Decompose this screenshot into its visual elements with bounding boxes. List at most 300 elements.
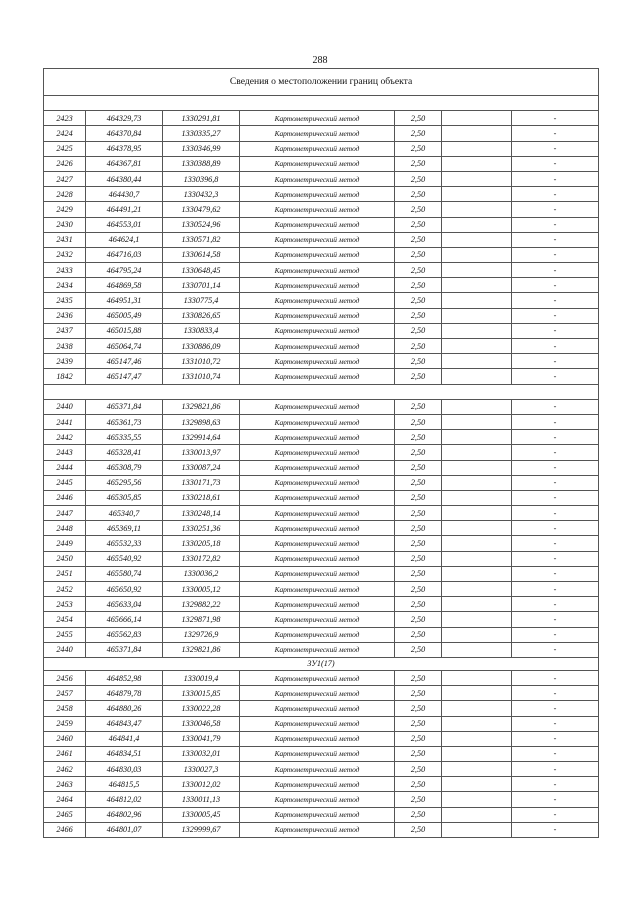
table-row [44,490,599,505]
description-cell: - [512,612,599,627]
point-number-cell: 2458 [44,701,86,716]
page-number: 288 [312,55,328,66]
empty-cell [442,536,512,551]
empty-cell [442,278,512,293]
x-coordinate-cell: 464815,5 [86,777,163,792]
empty-cell [442,521,512,536]
empty-cell [442,156,512,171]
empty-cell [442,807,512,822]
table-row [44,566,599,581]
empty-cell [442,746,512,761]
point-number-cell: 2428 [44,187,86,202]
table-row [44,731,599,746]
empty-cell [442,187,512,202]
point-number-cell: 2425 [44,141,86,156]
y-coordinate-cell: 1330005,12 [163,582,240,597]
empty-cell [442,506,512,521]
y-coordinate-cell: 1330041,79 [163,731,240,746]
description-cell: - [512,187,599,202]
method-cell: Картометрический метод [240,506,395,521]
y-coordinate-cell: 1330833,4 [163,323,240,338]
description-cell: - [512,521,599,536]
y-coordinate-cell: 1330826,65 [163,308,240,323]
point-number-cell: 2442 [44,430,86,445]
x-coordinate-cell: 465295,56 [86,475,163,490]
accuracy-cell: 2,50 [395,582,442,597]
empty-cell [442,126,512,141]
x-coordinate-cell: 464951,31 [86,293,163,308]
accuracy-cell: 2,50 [395,111,442,126]
accuracy-cell: 2,50 [395,701,442,716]
accuracy-cell: 2,50 [395,612,442,627]
y-coordinate-cell: 1330346,99 [163,141,240,156]
method-cell: Картометрический метод [240,597,395,612]
table-row [44,642,599,657]
description-cell: - [512,171,599,186]
method-cell: Картометрический метод [240,445,395,460]
y-coordinate-cell: 1330251,36 [163,521,240,536]
table-row [44,746,599,761]
description-cell: - [512,111,599,126]
accuracy-cell: 2,50 [395,202,442,217]
y-coordinate-cell: 1330046,58 [163,716,240,731]
description-cell: - [512,701,599,716]
empty-cell [442,762,512,777]
y-coordinate-cell: 1330335,27 [163,126,240,141]
accuracy-cell: 2,50 [395,430,442,445]
y-coordinate-cell: 1329821,86 [163,642,240,657]
y-coordinate-cell: 1330205,18 [163,536,240,551]
accuracy-cell: 2,50 [395,323,442,338]
point-number-cell: 2463 [44,777,86,792]
method-cell: Картометрический метод [240,323,395,338]
y-coordinate-cell: 1330614,58 [163,247,240,262]
table-row [44,339,599,354]
method-cell: Картометрический метод [240,217,395,232]
description-cell: - [512,399,599,414]
point-number-cell: 2438 [44,339,86,354]
accuracy-cell: 2,50 [395,551,442,566]
x-coordinate-cell: 464843,47 [86,716,163,731]
point-number-cell: 2429 [44,202,86,217]
x-coordinate-cell: 465147,46 [86,354,163,369]
description-cell: - [512,414,599,429]
y-coordinate-cell: 1330036,2 [163,566,240,581]
point-number-cell: 2449 [44,536,86,551]
accuracy-cell: 2,50 [395,141,442,156]
description-cell: - [512,460,599,475]
method-cell: Картометрический метод [240,308,395,323]
accuracy-cell: 2,50 [395,716,442,731]
description-cell: - [512,822,599,837]
method-cell: Картометрический метод [240,430,395,445]
x-coordinate-cell: 464329,73 [86,111,163,126]
accuracy-cell: 2,50 [395,232,442,247]
accuracy-cell: 2,50 [395,807,442,822]
accuracy-cell: 2,50 [395,642,442,657]
empty-cell [442,232,512,247]
y-coordinate-cell: 1330248,14 [163,506,240,521]
table-row [44,716,599,731]
accuracy-cell: 2,50 [395,566,442,581]
description-cell: - [512,475,599,490]
accuracy-cell: 2,50 [395,308,442,323]
point-number-cell: 2437 [44,323,86,338]
table-row [44,445,599,460]
y-coordinate-cell: 1329871,98 [163,612,240,627]
y-coordinate-cell: 1330005,45 [163,807,240,822]
table-row [44,202,599,217]
table-row [44,263,599,278]
method-cell: Картометрический метод [240,582,395,597]
x-coordinate-cell: 465666,14 [86,612,163,627]
x-coordinate-cell: 464367,81 [86,156,163,171]
x-coordinate-cell: 464869,58 [86,278,163,293]
accuracy-cell: 2,50 [395,369,442,384]
x-coordinate-cell: 464370,84 [86,126,163,141]
accuracy-cell: 2,50 [395,822,442,837]
method-cell: Картометрический метод [240,807,395,822]
accuracy-cell: 2,50 [395,293,442,308]
description-cell: - [512,490,599,505]
point-number-cell: 2454 [44,612,86,627]
description-cell: - [512,597,599,612]
x-coordinate-cell: 464491,21 [86,202,163,217]
method-cell: Картометрический метод [240,612,395,627]
table-row [44,171,599,186]
empty-cell [442,716,512,731]
point-number-cell: 2435 [44,293,86,308]
x-coordinate-cell: 464553,01 [86,217,163,232]
point-number-cell: 2430 [44,217,86,232]
point-number-cell: 2440 [44,399,86,414]
section-header-row [44,384,599,399]
table-row [44,187,599,202]
accuracy-cell: 2,50 [395,746,442,761]
point-number-cell: 2450 [44,551,86,566]
y-coordinate-cell: 1330571,82 [163,232,240,247]
table-row [44,627,599,642]
x-coordinate-cell: 465015,88 [86,323,163,338]
empty-cell [442,612,512,627]
y-coordinate-cell: 1331010,74 [163,369,240,384]
point-number-cell: 2424 [44,126,86,141]
description-cell: - [512,642,599,657]
x-coordinate-cell: 465650,92 [86,582,163,597]
description-cell: - [512,792,599,807]
empty-cell [442,202,512,217]
point-number-cell: 2432 [44,247,86,262]
point-number-cell: 2464 [44,792,86,807]
point-number-cell: 2431 [44,232,86,247]
empty-cell [442,399,512,414]
point-number-cell: 2423 [44,111,86,126]
x-coordinate-cell: 464812,02 [86,792,163,807]
method-cell: Картометрический метод [240,111,395,126]
table-title-row [44,69,599,96]
method-cell: Картометрический метод [240,536,395,551]
description-cell: - [512,293,599,308]
x-coordinate-cell: 465005,49 [86,308,163,323]
method-cell: Картометрический метод [240,822,395,837]
point-number-cell: 2451 [44,566,86,581]
y-coordinate-cell: 1329821,86 [163,399,240,414]
point-number-cell: 2436 [44,308,86,323]
point-number-cell: 2466 [44,822,86,837]
method-cell: Картометрический метод [240,141,395,156]
y-coordinate-cell: 1331010,72 [163,354,240,369]
x-coordinate-cell: 464880,26 [86,701,163,716]
empty-cell [442,551,512,566]
table-row [44,670,599,685]
description-cell: - [512,445,599,460]
description-cell: - [512,777,599,792]
accuracy-cell: 2,50 [395,686,442,701]
method-cell: Картометрический метод [240,566,395,581]
point-number-cell: 2441 [44,414,86,429]
y-coordinate-cell: 1330479,62 [163,202,240,217]
description-cell: - [512,807,599,822]
empty-cell [442,369,512,384]
table-row [44,597,599,612]
description-cell: - [512,156,599,171]
y-coordinate-cell: 1330019,4 [163,670,240,685]
empty-cell [442,490,512,505]
description-cell: - [512,308,599,323]
point-number-cell: 2443 [44,445,86,460]
empty-cell [442,293,512,308]
method-cell: Картометрический метод [240,126,395,141]
empty-cell [442,414,512,429]
point-number-cell: 2448 [44,521,86,536]
accuracy-cell: 2,50 [395,278,442,293]
y-coordinate-cell: 1330388,89 [163,156,240,171]
y-coordinate-cell: 1330171,73 [163,475,240,490]
x-coordinate-cell: 464716,03 [86,247,163,262]
table-row [44,414,599,429]
empty-cell [442,597,512,612]
accuracy-cell: 2,50 [395,475,442,490]
method-cell: Картометрический метод [240,369,395,384]
accuracy-cell: 2,50 [395,126,442,141]
method-cell: Картометрический метод [240,156,395,171]
x-coordinate-cell: 464380,44 [86,171,163,186]
empty-cell [442,111,512,126]
table-row [44,521,599,536]
description-cell: - [512,247,599,262]
method-cell: Картометрический метод [240,670,395,685]
x-coordinate-cell: 465328,41 [86,445,163,460]
method-cell: Картометрический метод [240,293,395,308]
accuracy-cell: 2,50 [395,670,442,685]
table-row [44,686,599,701]
y-coordinate-cell: 1329999,67 [163,822,240,837]
x-coordinate-cell: 464430,7 [86,187,163,202]
accuracy-cell: 2,50 [395,490,442,505]
method-cell: Картометрический метод [240,701,395,716]
empty-cell [442,217,512,232]
description-cell: - [512,339,599,354]
accuracy-cell: 2,50 [395,792,442,807]
accuracy-cell: 2,50 [395,354,442,369]
description-cell: - [512,430,599,445]
empty-cell [442,792,512,807]
accuracy-cell: 2,50 [395,627,442,642]
x-coordinate-cell: 464624,1 [86,232,163,247]
y-coordinate-cell: 1329898,63 [163,414,240,429]
point-number-cell: 2445 [44,475,86,490]
description-cell: - [512,686,599,701]
empty-cell [442,354,512,369]
accuracy-cell: 2,50 [395,263,442,278]
accuracy-cell: 2,50 [395,506,442,521]
table-row [44,612,599,627]
empty-cell [442,460,512,475]
method-cell: Картометрический метод [240,551,395,566]
description-cell: - [512,232,599,247]
x-coordinate-cell: 465580,74 [86,566,163,581]
description-cell: - [512,551,599,566]
x-coordinate-cell: 464834,51 [86,746,163,761]
point-number-cell: 2455 [44,627,86,642]
description-cell: - [512,536,599,551]
table-row [44,369,599,384]
x-coordinate-cell: 465064,74 [86,339,163,354]
accuracy-cell: 2,50 [395,777,442,792]
method-cell: Картометрический метод [240,475,395,490]
point-number-cell: 1842 [44,369,86,384]
empty-cell [442,430,512,445]
section-label: ЗУ1(17) [44,657,599,670]
empty-cell [442,822,512,837]
method-cell: Картометрический метод [240,490,395,505]
y-coordinate-cell: 1330648,45 [163,263,240,278]
table-row [44,475,599,490]
section-header-row [44,657,599,670]
y-coordinate-cell: 1330396,8 [163,171,240,186]
empty-cell [442,582,512,597]
accuracy-cell: 2,50 [395,156,442,171]
method-cell: Картометрический метод [240,731,395,746]
y-coordinate-cell: 1330011,13 [163,792,240,807]
empty-cell [442,475,512,490]
point-number-cell: 2453 [44,597,86,612]
accuracy-cell: 2,50 [395,445,442,460]
accuracy-cell: 2,50 [395,171,442,186]
method-cell: Картометрический метод [240,521,395,536]
empty-cell [442,777,512,792]
table-row [44,278,599,293]
method-cell: Картометрический метод [240,460,395,475]
y-coordinate-cell: 1330218,61 [163,490,240,505]
x-coordinate-cell: 465369,11 [86,521,163,536]
empty-cell [442,263,512,278]
table-title: Сведения о местоположении границ объекта [44,69,599,96]
method-cell: Картометрический метод [240,202,395,217]
table-row [44,777,599,792]
table-row [44,792,599,807]
empty-cell [442,247,512,262]
empty-cell [442,323,512,338]
point-number-cell: 2444 [44,460,86,475]
y-coordinate-cell: 1330032,01 [163,746,240,761]
point-number-cell: 2461 [44,746,86,761]
x-coordinate-cell: 465371,84 [86,399,163,414]
description-cell: - [512,217,599,232]
point-number-cell: 2452 [44,582,86,597]
point-number-cell: 2426 [44,156,86,171]
method-cell: Картометрический метод [240,642,395,657]
empty-cell [442,731,512,746]
empty-cell [442,141,512,156]
accuracy-cell: 2,50 [395,521,442,536]
table-row [44,247,599,262]
y-coordinate-cell: 1330886,09 [163,339,240,354]
method-cell: Картометрический метод [240,232,395,247]
y-coordinate-cell: 1330012,02 [163,777,240,792]
y-coordinate-cell: 1330087,24 [163,460,240,475]
empty-cell [442,445,512,460]
description-cell: - [512,369,599,384]
x-coordinate-cell: 465308,79 [86,460,163,475]
x-coordinate-cell: 465540,92 [86,551,163,566]
empty-cell [442,627,512,642]
table-row [44,217,599,232]
table-row [44,354,599,369]
x-coordinate-cell: 464852,98 [86,670,163,685]
point-number-cell: 2439 [44,354,86,369]
section-label [44,96,599,111]
y-coordinate-cell: 1330524,96 [163,217,240,232]
description-cell: - [512,506,599,521]
boundary-table [43,68,599,838]
description-cell: - [512,746,599,761]
table-row [44,323,599,338]
table-row [44,536,599,551]
table-row [44,460,599,475]
point-number-cell: 2459 [44,716,86,731]
accuracy-cell: 2,50 [395,339,442,354]
x-coordinate-cell: 464841,4 [86,731,163,746]
accuracy-cell: 2,50 [395,187,442,202]
description-cell: - [512,323,599,338]
y-coordinate-cell: 1330291,81 [163,111,240,126]
method-cell: Картометрический метод [240,762,395,777]
x-coordinate-cell: 465532,33 [86,536,163,551]
table-row [44,701,599,716]
empty-cell [442,686,512,701]
x-coordinate-cell: 464378,95 [86,141,163,156]
accuracy-cell: 2,50 [395,247,442,262]
method-cell: Картометрический метод [240,354,395,369]
y-coordinate-cell: 1330172,82 [163,551,240,566]
x-coordinate-cell: 464801,07 [86,822,163,837]
method-cell: Картометрический метод [240,746,395,761]
table-row [44,111,599,126]
accuracy-cell: 2,50 [395,460,442,475]
section-header-row [44,96,599,111]
empty-cell [442,701,512,716]
point-number-cell: 2462 [44,762,86,777]
empty-cell [442,308,512,323]
table-row [44,232,599,247]
accuracy-cell: 2,50 [395,731,442,746]
point-number-cell: 2440 [44,642,86,657]
method-cell: Картометрический метод [240,247,395,262]
accuracy-cell: 2,50 [395,536,442,551]
table-row [44,141,599,156]
y-coordinate-cell: 1330027,3 [163,762,240,777]
